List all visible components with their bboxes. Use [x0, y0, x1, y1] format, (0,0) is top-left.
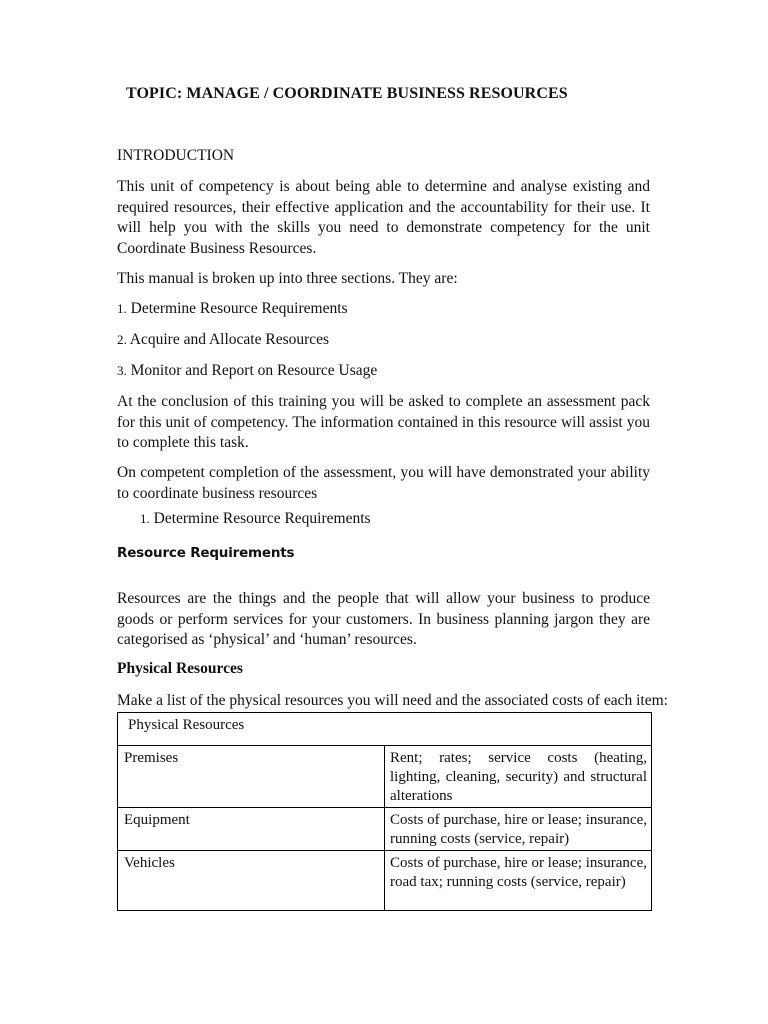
intro-paragraph-2: This manual is broken up into three sections. They are:	[117, 270, 458, 287]
resource-cost-cell: Costs of purchase, hire or lease; insurance, running costs (service, repair)	[385, 808, 652, 851]
intro-paragraph-3: At the conclusion of this training you will be asked to complete an assessment pack for this unit of competency. The information contained in this resource will assist you to complete this task.	[117, 393, 650, 451]
physical-resources-heading: Physical Resources	[117, 660, 243, 677]
section-list-item	[117, 361, 650, 382]
list-number: 2.	[117, 332, 127, 347]
resource-requirements-paragraph: Resources are the things and the people that will allow your business to produce goods or perform services for your customers. In business planning jargon they are categorised as ‘physical’ and ‘human’ resources.	[117, 590, 650, 648]
list-label: Acquire and Allocate Resources	[129, 331, 330, 348]
resource-requirements-heading: Resource Requirements	[117, 545, 295, 561]
table-header-cell: Physical Resources	[118, 713, 652, 746]
resource-item-cell: Vehicles	[118, 851, 385, 911]
resource-item-cell: Equipment	[118, 808, 385, 851]
section-list-item	[117, 299, 650, 320]
resource-cost-cell: Rent; rates; service costs (heating, lighting, cleaning, security) and structural alterations	[385, 746, 652, 808]
list-number: 1.	[117, 301, 127, 316]
list-number: 1.	[140, 511, 150, 526]
list-label: Determine Resource Requirements	[130, 300, 348, 317]
table-row	[118, 746, 652, 808]
intro-paragraph-1: This unit of competency is about being able to determine and analyse existing and required resources, their effective application and the accountability for their use. It will help you with the skills you need to demonstrate competency for the unit Coordinate Business Resources.	[117, 178, 650, 257]
list-label: Determine Resource Requirements	[153, 510, 371, 527]
section-1-heading	[140, 509, 371, 529]
table-row	[118, 808, 652, 851]
list-label: Monitor and Report on Resource Usage	[130, 362, 378, 379]
section-list-item	[117, 330, 650, 351]
resource-cost-cell: Costs of purchase, hire or lease; insurance, road tax; running costs (service, repair)	[385, 851, 652, 911]
table-row	[118, 851, 652, 911]
table-header-row	[118, 713, 652, 746]
resource-item-cell: Premises	[118, 746, 385, 808]
page-title: TOPIC: MANAGE / COORDINATE BUSINESS RESOURCES	[126, 85, 568, 102]
intro-paragraph-4: On competent completion of the assessment, you will have demonstrated your ability to coordinate business resources	[117, 464, 650, 502]
list-number: 3.	[117, 363, 127, 378]
introduction-heading: INTRODUCTION	[117, 147, 235, 164]
physical-resources-table	[117, 712, 652, 911]
physical-resources-instruction: Make a list of the physical resources you will need and the associated costs of each item:	[117, 692, 668, 709]
